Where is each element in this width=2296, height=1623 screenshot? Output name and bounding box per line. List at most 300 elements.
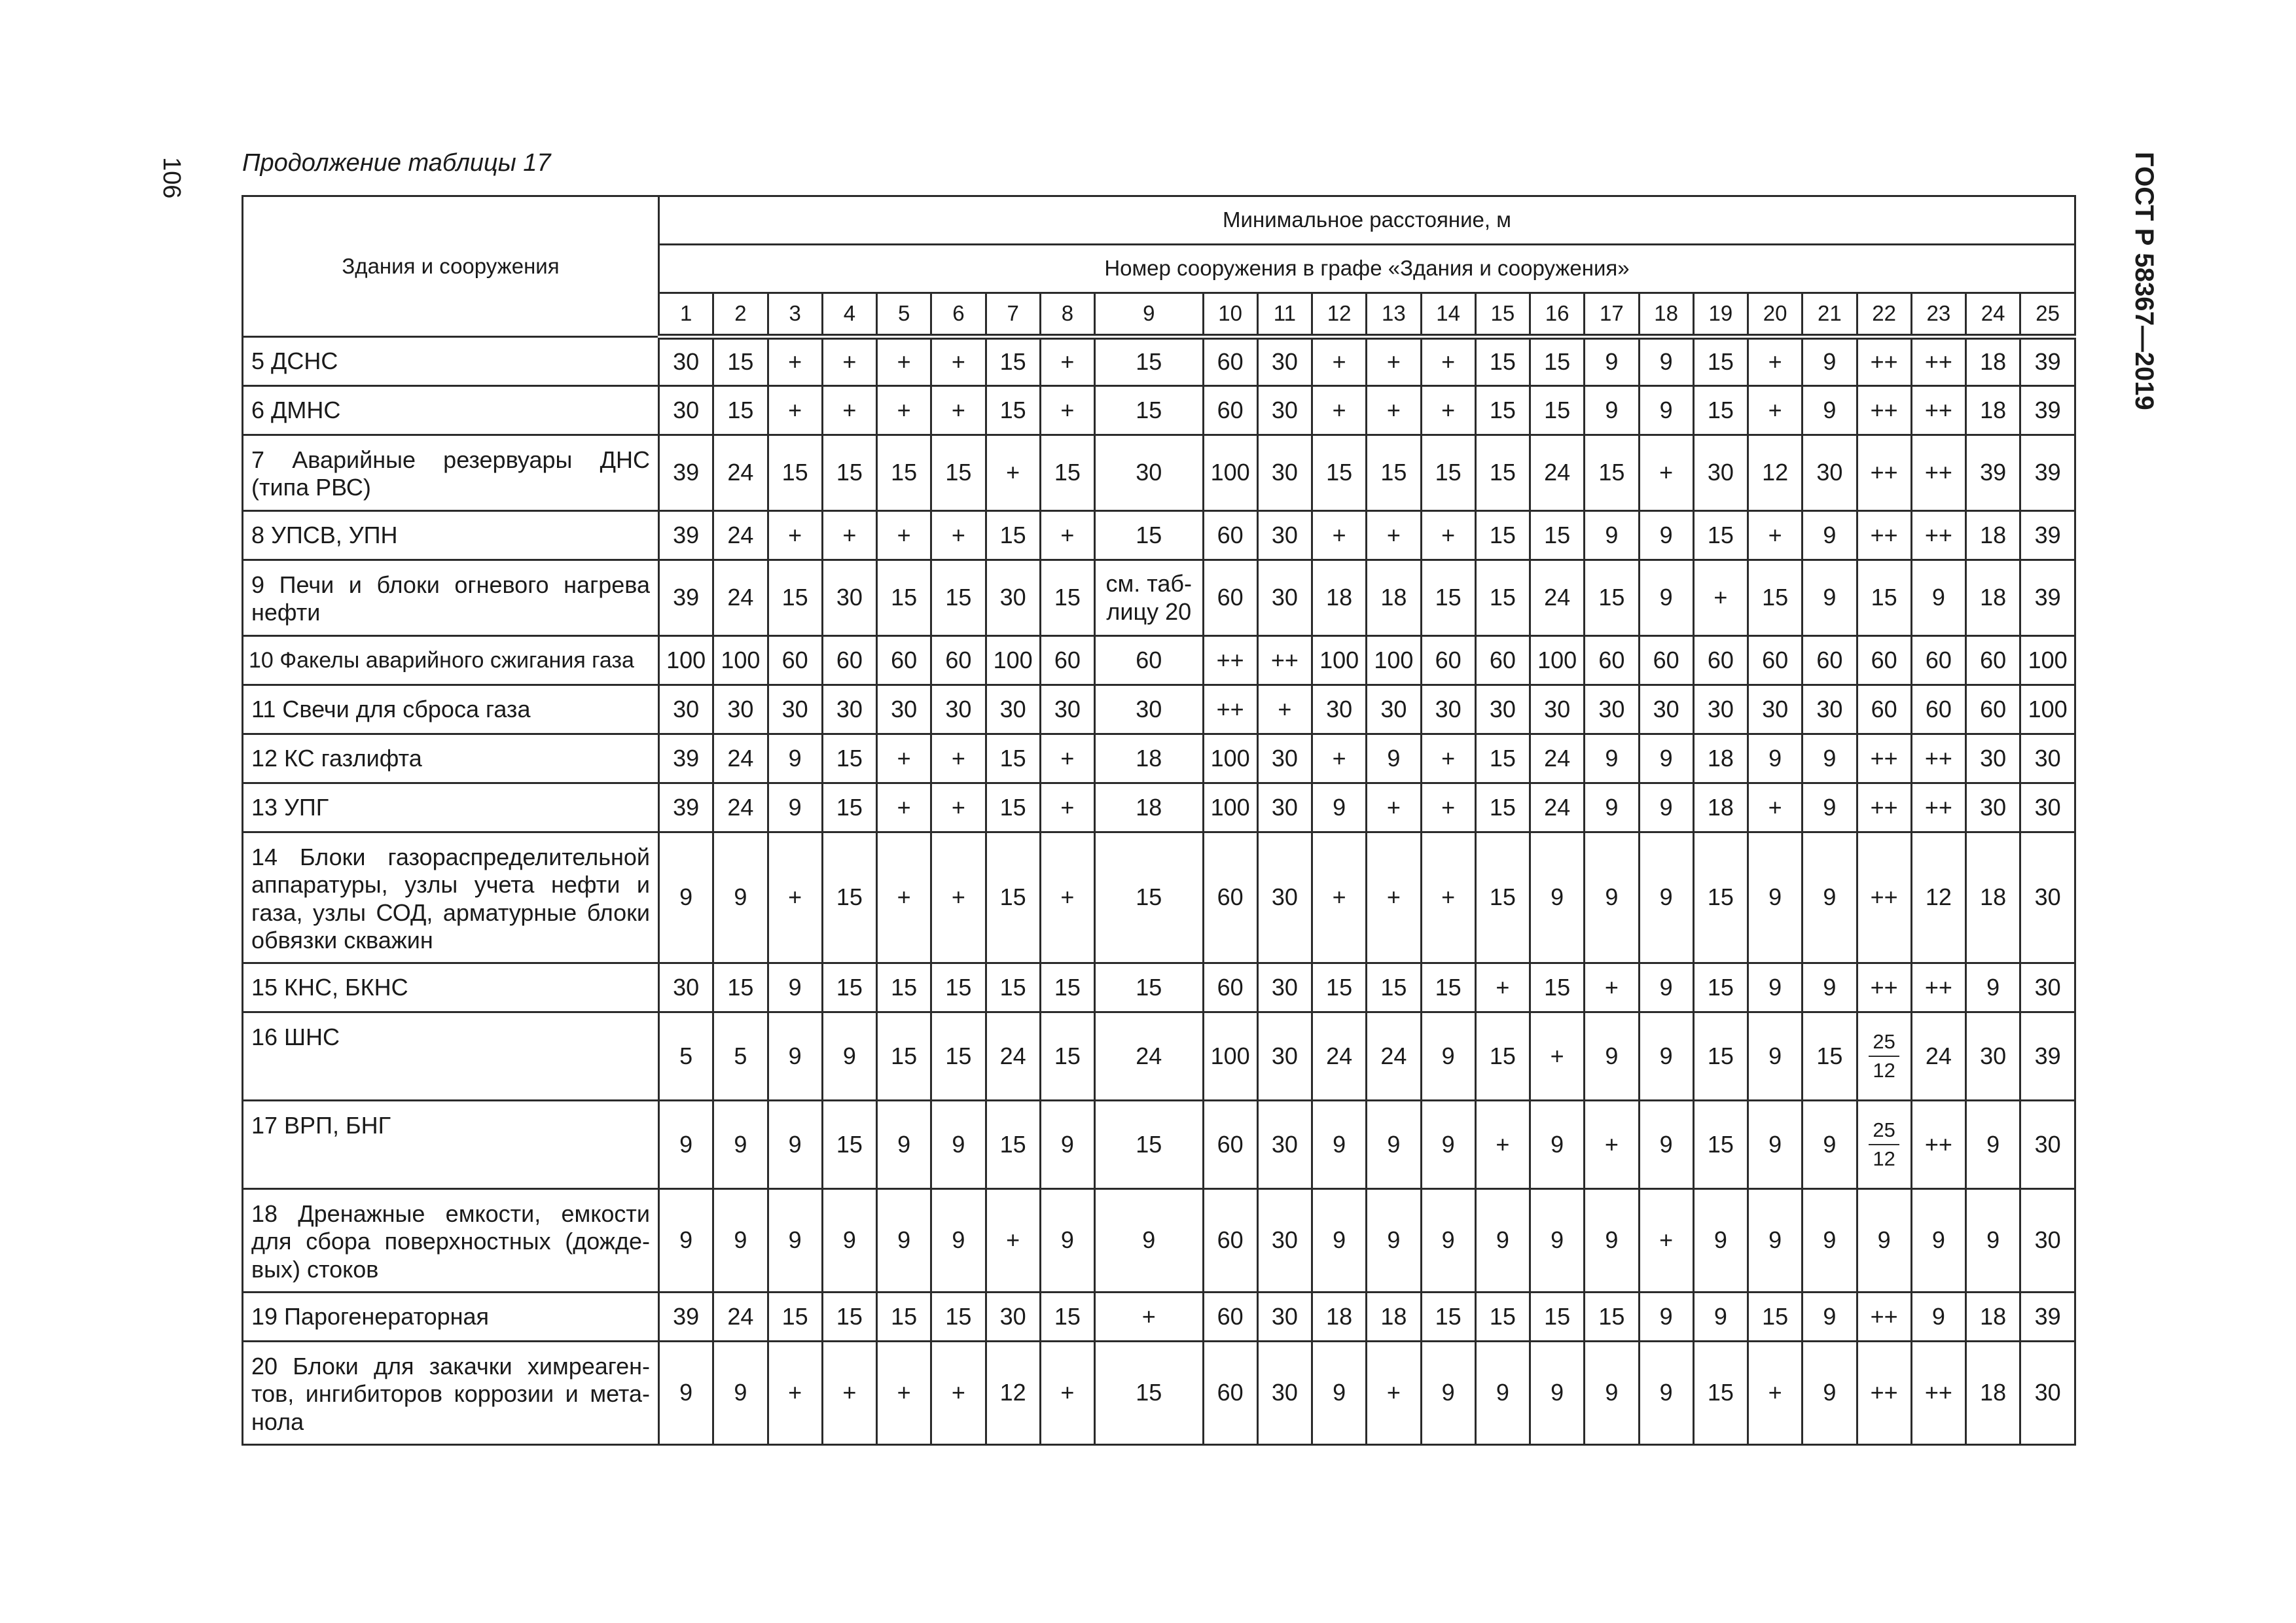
table-cell: 39 — [659, 1293, 713, 1342]
table-row — [243, 734, 2075, 783]
table-row — [243, 1012, 2075, 1101]
table-cell: 30 — [1095, 435, 1204, 511]
table-cell: 9 — [659, 832, 713, 963]
table-cell: ++ — [1857, 1293, 1911, 1342]
table-cell: 60 — [1911, 636, 1965, 685]
table-cell: 15 — [1530, 386, 1585, 435]
column-number: 23 — [1911, 293, 1965, 337]
table-cell: 9 — [1803, 783, 1857, 832]
table-cell: 9 — [1312, 1342, 1367, 1445]
table-cell: 24 — [1530, 734, 1585, 783]
table-cell: 9 — [1367, 1101, 1421, 1189]
table-cell: 39 — [659, 783, 713, 832]
table-cell: 15 — [1475, 511, 1530, 560]
table-cell: 15 — [931, 560, 986, 636]
table-cell: + — [1475, 1101, 1530, 1189]
table-cell: 15 — [768, 1293, 822, 1342]
table-cell: 30 — [1367, 685, 1421, 734]
table-cell: 15 — [931, 1012, 986, 1101]
table-cell: 39 — [2020, 511, 2075, 560]
table-cell: 60 — [1803, 636, 1857, 685]
column-number: 13 — [1367, 293, 1421, 337]
table-cell: 18 — [1312, 1293, 1367, 1342]
table-cell: 9 — [713, 1342, 768, 1445]
column-number: 17 — [1585, 293, 1639, 337]
row-label: 17 ВРП, БНГ — [243, 1101, 659, 1189]
table-cell: 100 — [1203, 435, 1257, 511]
table-cell: 9 — [1803, 386, 1857, 435]
table-cell: 9 — [1966, 963, 2020, 1012]
table-cell: 24 — [713, 435, 768, 511]
table-cell: 9 — [1421, 1189, 1475, 1293]
table-cell: + — [768, 1342, 822, 1445]
table-cell: ++ — [1857, 832, 1911, 963]
column-number: 14 — [1421, 293, 1475, 337]
row-label: 11 Свечи для сброса газа — [243, 685, 659, 734]
table-row — [243, 1189, 2075, 1293]
table-cell: 15 — [1312, 963, 1367, 1012]
table-cell: 18 — [1966, 511, 2020, 560]
table-cell: 15 — [986, 1101, 1040, 1189]
row-label: 20 Блоки для закачки химреаген-тов, ингибиторов коррозии и мета-нола — [243, 1342, 659, 1445]
table-cell: + — [877, 832, 931, 963]
table-cell: + — [1367, 1342, 1421, 1445]
table-cell: 15 — [931, 963, 986, 1012]
table-cell: 24 — [713, 734, 768, 783]
table-cell: 9 — [822, 1012, 876, 1101]
table-cell: 60 — [1203, 337, 1257, 386]
table-cell: 9 — [1585, 783, 1639, 832]
table-cell: 30 — [1257, 337, 1312, 386]
table-cell: 60 — [1857, 636, 1911, 685]
table-cell: 15 — [768, 435, 822, 511]
table-cell: 30 — [659, 963, 713, 1012]
table-cell: + — [1040, 511, 1094, 560]
table-cell: 30 — [1257, 832, 1312, 963]
table-cell: 15 — [1475, 1293, 1530, 1342]
table-cell: 15 — [822, 783, 876, 832]
row-label: 14 Блоки газораспределительной аппаратуры, узлы учета нефти и газа, узлы СОД, арматурные блоки обвязки скважин — [243, 832, 659, 963]
table-cell: + — [931, 832, 986, 963]
table-cell: 9 — [1530, 1189, 1585, 1293]
table-cell: 24 — [713, 783, 768, 832]
table-cell: 60 — [931, 636, 986, 685]
table-cell: 30 — [659, 685, 713, 734]
table-cell: 60 — [1748, 636, 1803, 685]
table-cell: 30 — [822, 560, 876, 636]
table-cell: 30 — [2020, 1101, 2075, 1189]
table-cell: 9 — [931, 1189, 986, 1293]
table-cell: 30 — [1803, 685, 1857, 734]
table-cell: + — [1639, 1189, 1693, 1293]
header-structure-number: Номер сооружения в графе «Здания и сооружения» — [659, 245, 2075, 293]
column-number: 21 — [1803, 293, 1857, 337]
table-cell: ++ — [1911, 963, 1965, 1012]
table-cell: ++ — [1857, 734, 1911, 783]
table-cell: 15 — [1421, 963, 1475, 1012]
table-cell: 39 — [2020, 1012, 2075, 1101]
table-cell: 15 — [1040, 1012, 1094, 1101]
table-cell: 15 — [1475, 435, 1530, 511]
table-cell: 15 — [1530, 1293, 1585, 1342]
table-cell: + — [822, 511, 876, 560]
table-cell: 15 — [1803, 1012, 1857, 1101]
table-cell: 9 — [1585, 1342, 1639, 1445]
table-cell: 18 — [1966, 1342, 2020, 1445]
column-number: 4 — [822, 293, 876, 337]
table-cell: 15 — [1530, 511, 1585, 560]
table-cell: + — [1367, 832, 1421, 963]
table-cell: 60 — [1693, 636, 1748, 685]
table-cell: + — [1421, 337, 1475, 386]
table-cell: 15 — [1475, 832, 1530, 963]
table-cell: 60 — [1203, 1101, 1257, 1189]
table-cell: + — [768, 832, 822, 963]
table-cell: + — [822, 386, 876, 435]
table-cell: 9 — [1585, 832, 1639, 963]
table-cell: + — [1748, 783, 1803, 832]
header-min-distance: Минимальное расстояние, м — [659, 196, 2075, 245]
table-cell: 39 — [2020, 386, 2075, 435]
table-cell: ++ — [1857, 386, 1911, 435]
table-cell: 60 — [822, 636, 876, 685]
table-cell: + — [1040, 783, 1094, 832]
table-cell: 100 — [2020, 636, 2075, 685]
table-cell: 24 — [713, 1293, 768, 1342]
column-number: 18 — [1639, 293, 1693, 337]
table-cell: 15 — [822, 734, 876, 783]
table-cell: 30 — [768, 685, 822, 734]
fraction-value: $\frac{25}{12}$ — [1869, 1116, 1899, 1173]
table-cell: 15 — [986, 337, 1040, 386]
table-cell: 9 — [1421, 1101, 1475, 1189]
table-cell: + — [1693, 560, 1748, 636]
table-cell: 9 — [1803, 560, 1857, 636]
fraction-value: $\frac{25}{12}$ — [1869, 1028, 1899, 1084]
table-cell: 18 — [1367, 1293, 1421, 1342]
table-cell: 5 — [659, 1012, 713, 1101]
table-cell: 9 — [877, 1101, 931, 1189]
table-cell: 30 — [1257, 1189, 1312, 1293]
table-cell: 9 — [1803, 832, 1857, 963]
table-row — [243, 511, 2075, 560]
table-cell: 39 — [659, 511, 713, 560]
table-cell: 9 — [1639, 386, 1693, 435]
table-cell: 12 — [1911, 832, 1965, 963]
table-cell: 9 — [768, 1189, 822, 1293]
table-cell: 9 — [822, 1189, 876, 1293]
column-number: 7 — [986, 293, 1040, 337]
table-cell: + — [877, 783, 931, 832]
table-cell: + — [986, 435, 1040, 511]
table-cell: 9 — [1639, 783, 1693, 832]
table-cell: 24 — [1312, 1012, 1367, 1101]
table-cell: 9 — [1911, 560, 1965, 636]
table-cell: 15 — [822, 832, 876, 963]
table-cell: 100 — [1530, 636, 1585, 685]
table-cell: 60 — [1421, 636, 1475, 685]
table-cell: + — [1040, 386, 1094, 435]
table-cell: 18 — [1693, 783, 1748, 832]
table-cell: 30 — [986, 560, 1040, 636]
table-cell: 30 — [1257, 1342, 1312, 1445]
table-cell: 15 — [931, 1293, 986, 1342]
table-cell: 100 — [2020, 685, 2075, 734]
table-cell: 9 — [1803, 1101, 1857, 1189]
table-cell: 9 — [1530, 832, 1585, 963]
table-cell: 30 — [986, 685, 1040, 734]
table-cell: 9 — [1693, 1293, 1748, 1342]
table-cell: 9 — [1639, 1012, 1693, 1101]
table-cell: 15 — [713, 386, 768, 435]
table-cell: 60 — [1857, 685, 1911, 734]
table-cell: 9 — [1748, 1101, 1803, 1189]
table-cell: + — [1040, 734, 1094, 783]
column-number: 9 — [1095, 293, 1204, 337]
table-cell: 15 — [1693, 1012, 1748, 1101]
table-cell: 15 — [877, 1012, 931, 1101]
table-cell: 15 — [1693, 511, 1748, 560]
table-cell: 9 — [1530, 1342, 1585, 1445]
table-cell: + — [1040, 832, 1094, 963]
table-cell: 15 — [1475, 386, 1530, 435]
table-cell: 24 — [1367, 1012, 1421, 1101]
table-cell: ++ — [1857, 963, 1911, 1012]
table-cell: 39 — [659, 560, 713, 636]
table-cell: 15 — [877, 435, 931, 511]
table-cell: 9 — [1803, 1293, 1857, 1342]
table-cell: 15 — [986, 386, 1040, 435]
table-row — [243, 783, 2075, 832]
table-cell: 15 — [1475, 734, 1530, 783]
table-cell: 15 — [1040, 435, 1094, 511]
column-number: 16 — [1530, 293, 1585, 337]
table-cell: 60 — [1203, 1342, 1257, 1445]
table-cell: + — [877, 337, 931, 386]
table-cell: ++ — [1911, 1101, 1965, 1189]
table-cell: 30 — [2020, 734, 2075, 783]
table-cell: 100 — [1203, 783, 1257, 832]
table-cell: 9 — [1803, 1189, 1857, 1293]
table-cell: 30 — [1421, 685, 1475, 734]
table-cell: 30 — [1530, 685, 1585, 734]
table-cell: 15 — [1693, 1342, 1748, 1445]
table-cell: 15 — [1585, 560, 1639, 636]
table-cell: 9 — [1748, 832, 1803, 963]
table-cell: 60 — [1966, 636, 2020, 685]
row-label: 7 Аварийные резервуары ДНС (типа РВС) — [243, 435, 659, 511]
table-cell: 60 — [1911, 685, 1965, 734]
table-cell: 30 — [2020, 1189, 2075, 1293]
table-cell: 30 — [1966, 734, 2020, 783]
table-cell: 15 — [986, 511, 1040, 560]
table-cell: 30 — [1748, 685, 1803, 734]
table-cell: 9 — [1748, 1012, 1803, 1101]
table-row — [243, 832, 2075, 963]
table-cell: + — [1748, 337, 1803, 386]
table-cell: + — [931, 783, 986, 832]
table-cell: 30 — [659, 337, 713, 386]
table-cell: 15 — [931, 435, 986, 511]
table-cell: 15 — [877, 963, 931, 1012]
table-cell: 9 — [1639, 560, 1693, 636]
row-label: 19 Парогенераторная — [243, 1293, 659, 1342]
table-cell: + — [768, 386, 822, 435]
table-cell: 9 — [1639, 734, 1693, 783]
table-cell: 30 — [1040, 685, 1094, 734]
table-cell: 30 — [1257, 386, 1312, 435]
table-cell: ++ — [1911, 783, 1965, 832]
table-cell: 30 — [986, 1293, 1040, 1342]
table-cell: 9 — [1312, 783, 1367, 832]
table-cell: 60 — [1475, 636, 1530, 685]
table-cell: 24 — [986, 1012, 1040, 1101]
table-cell: 9 — [659, 1189, 713, 1293]
table-cell: 9 — [1367, 734, 1421, 783]
table-cell: + — [931, 1342, 986, 1445]
table-cell: 15 — [1857, 560, 1911, 636]
table-cell: 9 — [1693, 1189, 1748, 1293]
table-cell: 9 — [1312, 1189, 1367, 1293]
table-row — [243, 636, 2075, 685]
table-cell: 15 — [713, 337, 768, 386]
column-number: 20 — [1748, 293, 1803, 337]
table-cell: 100 — [1312, 636, 1367, 685]
table-cell: 30 — [1966, 783, 2020, 832]
table-cell: ++ — [1857, 511, 1911, 560]
table-cell: 30 — [2020, 783, 2075, 832]
table-cell: + — [1367, 386, 1421, 435]
table-cell: 60 — [1203, 386, 1257, 435]
table-cell: 9 — [1530, 1101, 1585, 1189]
table-cell: 15 — [986, 783, 1040, 832]
row-label: 8 УПСВ, УПН — [243, 511, 659, 560]
table-cell: 15 — [1367, 963, 1421, 1012]
table-cell: + — [1312, 734, 1367, 783]
column-number: 24 — [1966, 293, 2020, 337]
table-cell: 30 — [2020, 1342, 2075, 1445]
table-cell: 24 — [1530, 560, 1585, 636]
table-cell: + — [1748, 386, 1803, 435]
column-number: 22 — [1857, 293, 1911, 337]
table-cell: 30 — [2020, 832, 2075, 963]
table-cell: 60 — [1585, 636, 1639, 685]
table-row — [243, 435, 2075, 511]
table-row — [243, 1101, 2075, 1189]
table-cell: 39 — [659, 435, 713, 511]
table-cell: 18 — [1095, 783, 1204, 832]
table-cell: + — [1585, 1101, 1639, 1189]
table-cell: 30 — [1257, 963, 1312, 1012]
table-cell: 18 — [1367, 560, 1421, 636]
table-cell: 60 — [1203, 963, 1257, 1012]
table-cell: 24 — [713, 511, 768, 560]
table-cell: 18 — [1312, 560, 1367, 636]
table-cell: 9 — [1803, 963, 1857, 1012]
table-cell: 30 — [931, 685, 986, 734]
table-cell: + — [877, 734, 931, 783]
page-number: 106 — [158, 157, 185, 199]
table-cell: 9 — [1475, 1342, 1530, 1445]
table-cell: 30 — [1966, 1012, 2020, 1101]
table-cell: 15 — [1530, 963, 1585, 1012]
table-cell: 15 — [1585, 435, 1639, 511]
table-cell: 9 — [1585, 386, 1639, 435]
table-cell: + — [877, 1342, 931, 1445]
table-cell: см. таб-лицу 20 — [1095, 560, 1204, 636]
table-cell: 60 — [1639, 636, 1693, 685]
table-cell: 9 — [1639, 1342, 1693, 1445]
table-cell: + — [931, 386, 986, 435]
row-label: 16 ШНС — [243, 1012, 659, 1101]
table-cell: 15 — [1748, 1293, 1803, 1342]
table-cell: 9 — [1639, 1101, 1693, 1189]
table-cell: 9 — [1585, 511, 1639, 560]
table-cell: + — [1421, 832, 1475, 963]
table-cell: 39 — [2020, 1293, 2075, 1342]
table-cell: 9 — [768, 1012, 822, 1101]
table-cell: 100 — [659, 636, 713, 685]
table-cell: + — [1530, 1012, 1585, 1101]
table-cell: + — [1421, 734, 1475, 783]
table-cell: 9 — [1639, 511, 1693, 560]
table-cell: + — [768, 511, 822, 560]
table-cell: 15 — [1095, 386, 1204, 435]
table-cell: ++ — [1857, 435, 1911, 511]
table-cell: 30 — [1257, 1293, 1312, 1342]
table-cell: 39 — [2020, 337, 2075, 386]
table-cell: 9 — [1585, 734, 1639, 783]
table-cell: 15 — [1693, 386, 1748, 435]
table-cell: 24 — [1530, 435, 1585, 511]
table-cell: 15 — [1040, 560, 1094, 636]
table-cell: + — [1585, 963, 1639, 1012]
table-cell: 15 — [768, 560, 822, 636]
table-cell: 15 — [1530, 337, 1585, 386]
table-cell: 18 — [1693, 734, 1748, 783]
table-cell: ++ — [1911, 386, 1965, 435]
table-cell: 9 — [1421, 1012, 1475, 1101]
row-label: 18 Дренажные емкости, емкости для сбора поверхностных (дожде-вых) стоков — [243, 1189, 659, 1293]
table-cell: 15 — [1367, 435, 1421, 511]
table-cell: 60 — [768, 636, 822, 685]
table-cell: 15 — [1585, 1293, 1639, 1342]
table-cell: 9 — [1421, 1342, 1475, 1445]
column-number: 10 — [1203, 293, 1257, 337]
table-cell: + — [1367, 511, 1421, 560]
table-cell: 30 — [1803, 435, 1857, 511]
table-cell: + — [1040, 1342, 1094, 1445]
table-cell: 60 — [877, 636, 931, 685]
table-cell: 9 — [1966, 1189, 2020, 1293]
table-cell: ++ — [1857, 337, 1911, 386]
table-cell: 9 — [1803, 734, 1857, 783]
table-cell: 9 — [1748, 1189, 1803, 1293]
document-code: ГОСТ Р 58367—2019 — [2130, 152, 2159, 410]
table-cell: 30 — [877, 685, 931, 734]
table-cell: 15 — [1421, 435, 1475, 511]
table-cell: ++ — [1257, 636, 1312, 685]
table-cell: 60 — [1203, 1293, 1257, 1342]
table-cell: 15 — [877, 1293, 931, 1342]
table-cell: 9 — [768, 963, 822, 1012]
table-cell: + — [1095, 1293, 1204, 1342]
table-cell: 39 — [2020, 435, 2075, 511]
table-cell: 9 — [1639, 963, 1693, 1012]
table-cell: + — [822, 337, 876, 386]
table-cell: 15 — [1693, 1101, 1748, 1189]
table-cell: + — [877, 386, 931, 435]
